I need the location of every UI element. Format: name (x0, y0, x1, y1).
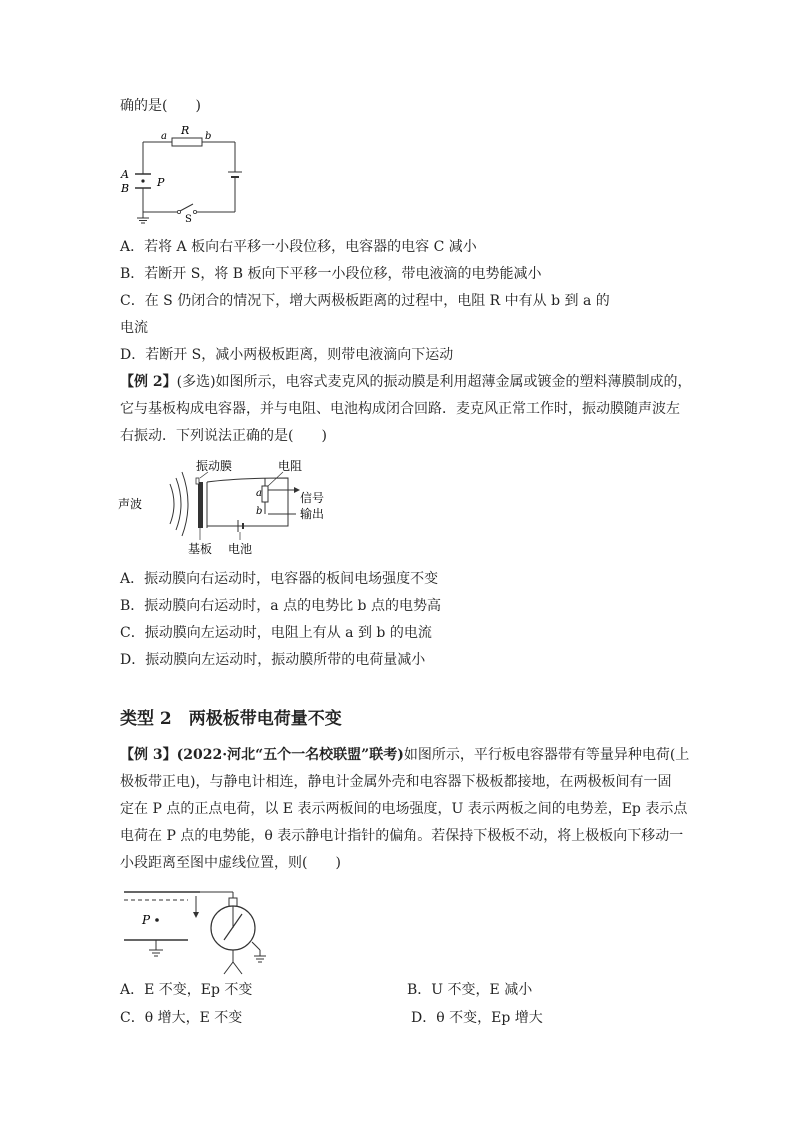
q2-option-a[interactable]: A．振动膜向右运动时，电容器的板间电场强度不变 (120, 571, 439, 587)
label-a: a (161, 131, 167, 142)
label-A: A (121, 168, 129, 181)
q2-stem-line-2: 它与基板构成电容器，并与电阻、电池构成闭合回路．麦克风正常工作时，振动膜随声波左 (120, 401, 680, 417)
droplet-P (141, 179, 144, 182)
label-base: 基板 (188, 542, 213, 556)
q2-option-c[interactable]: C．振动膜向左运动时，电阻上有从 a 到 b 的电流 (120, 625, 432, 641)
q3-source: (2022·河北“五个一名校联盟”联考) (176, 747, 404, 763)
q2-microphone-figure (118, 456, 348, 556)
label-b: b (205, 131, 212, 142)
q2-stem-line-1 (120, 372, 692, 392)
q3-option-c[interactable]: C．θ 增大，E 不变 (120, 1010, 243, 1026)
q3-stem-line-5: 小段距离至图中虚线位置，则( ) (120, 855, 341, 871)
charge-P (155, 918, 159, 922)
label-resistor: 电阻 (278, 459, 303, 473)
q3-option-d[interactable]: D．θ 不变，Ep 增大 (411, 1010, 543, 1026)
section-heading: 类型 2 两极板带电荷量不变 (120, 709, 342, 729)
q3-electrometer-figure (120, 884, 280, 980)
q3-option-a[interactable]: A．E 不变，Ep 不变 (120, 982, 253, 998)
q1-option-c-cont: 电流 (120, 320, 148, 336)
label-P: P (142, 913, 151, 927)
q3-stem-line-4: 电荷在 P 点的电势能，θ 表示静电计指针的偏角。若保持下极板不动，将上极板向下移动一 (120, 828, 684, 844)
q1-option-b[interactable]: B．若断开 S，将 B 板向下平移一小段位移，带电液滴的电势能减小 (120, 266, 542, 282)
q3-stem-line-1 (120, 745, 689, 765)
label-point-a: a (256, 488, 262, 499)
label-point-b: b (256, 506, 263, 517)
label-output: 输出 (300, 507, 325, 521)
q1-circuit-figure (115, 124, 245, 224)
base-plate (198, 482, 203, 528)
label-signal: 信号 (300, 491, 325, 505)
resistor-R (172, 138, 202, 146)
q3-stem-line-3: 定在 P 点的正点电荷，以 E 表示两板间的电场强度，U 表示两板之间的电势差，Ep 表示点 (120, 801, 688, 817)
label-battery: 电池 (228, 542, 253, 556)
label-R: R (181, 124, 190, 137)
q1-option-c[interactable]: C．在 S 仍闭合的情况下，增大两极板距离的过程中，电阻 R 中有从 b 到 a 的 (120, 293, 610, 309)
membrane (196, 478, 199, 484)
q2-stem-1: (多选)如图所示，电容式麦克风的振动膜是利用超薄金属或镀金的塑料薄膜制成的， (176, 374, 692, 390)
label-membrane: 振动膜 (196, 459, 233, 473)
resistor (262, 486, 268, 502)
q3-stem-1: 如图所示，平行板电容器带有等量异种电荷(上 (403, 747, 690, 763)
q1-stem-tail: 确的是( ) (120, 98, 201, 114)
q3-label: 【例 3】 (120, 747, 177, 763)
q2-option-b[interactable]: B．振动膜向右运动时，a 点的电势比 b 点的电势高 (120, 598, 441, 614)
label-S: S (185, 214, 192, 225)
switch-S (180, 204, 193, 211)
q1-option-a[interactable]: A．若将 A 板向右平移一小段位移，电容器的电容 C 减小 (120, 239, 477, 255)
q2-option-d[interactable]: D．振动膜向左运动时，振动膜所带的电荷量减小 (120, 652, 426, 668)
q3-stem-line-2: 极板带正电)，与静电计相连，静电计金属外壳和电容器下极板都接地，在两极板间有一固 (120, 774, 672, 790)
q3-option-b[interactable]: B．U 不变，E 减小 (407, 982, 533, 998)
q2-stem-line-3: 右振动．下列说法正确的是( ) (120, 428, 327, 444)
label-B: B (121, 182, 130, 195)
q1-option-d[interactable]: D．若断开 S，减小两极板距离，则带电液滴向下运动 (120, 347, 454, 363)
label-sound-wave: 声波 (118, 497, 143, 511)
q2-label: 【例 2】 (120, 374, 177, 390)
label-P: P (157, 176, 165, 189)
